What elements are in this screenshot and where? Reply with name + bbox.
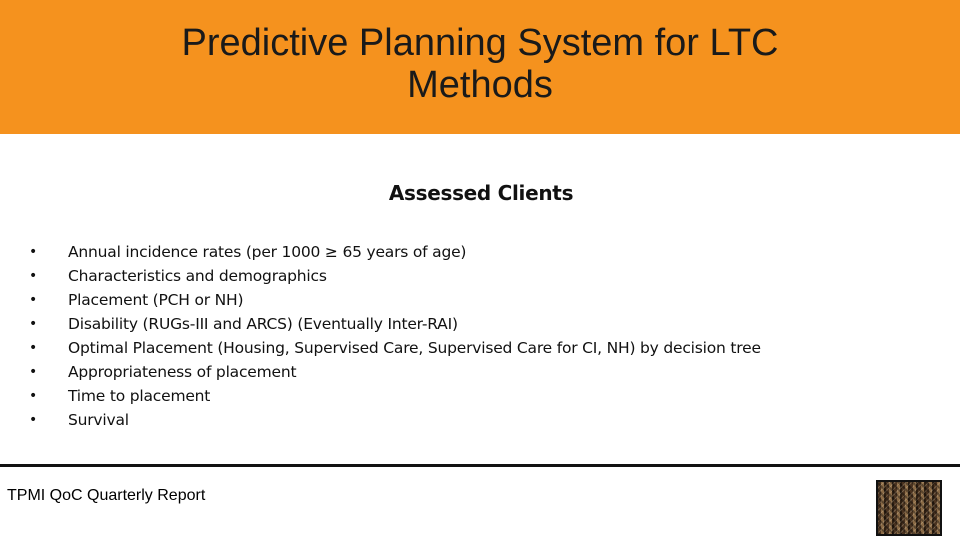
bullet-icon: •: [29, 364, 38, 380]
bullet-icon: •: [29, 244, 38, 260]
logo-image: [876, 480, 942, 536]
bullet-icon: •: [29, 316, 38, 332]
bullet-icon: •: [29, 412, 38, 428]
slide-title: [0, 22, 960, 106]
bullet-item: [0, 240, 900, 264]
bullet-item: [0, 336, 900, 360]
bullet-text: Survival: [68, 411, 129, 429]
bullet-text: Characteristics and demographics: [68, 267, 327, 285]
bullet-item: [0, 288, 900, 312]
footer-label: TPMI QoC Quarterly Report: [7, 487, 206, 504]
bullet-text: Time to placement: [68, 387, 211, 405]
slide-title-line-2: Methods: [407, 64, 553, 106]
bullet-text: Placement (PCH or NH): [68, 291, 244, 309]
bullet-item: [0, 360, 900, 384]
bullet-item: [0, 264, 900, 288]
bullet-text: Annual incidence rates (per 1000 ≥ 65 years of age): [68, 243, 467, 261]
bullet-icon: •: [29, 268, 38, 284]
bullet-icon: •: [29, 292, 38, 308]
bullet-text: Optimal Placement (Housing, Supervised Care, Supervised Care for CI, NH) by decision tree: [68, 339, 761, 357]
footer-divider: [0, 464, 960, 467]
bullet-icon: •: [29, 340, 38, 356]
bullet-item: [0, 408, 900, 432]
bullet-list: [0, 240, 900, 432]
slide-title-line-1: Predictive Planning System for LTC: [181, 22, 779, 64]
bullet-text: Disability (RUGs-III and ARCS) (Eventually Inter-RAI): [68, 315, 458, 333]
bullet-text: Appropriateness of placement: [68, 363, 297, 381]
bullet-icon: •: [29, 388, 38, 404]
bullet-item: [0, 384, 900, 408]
section-heading: Assessed Clients: [388, 181, 574, 205]
bullet-item: [0, 312, 900, 336]
